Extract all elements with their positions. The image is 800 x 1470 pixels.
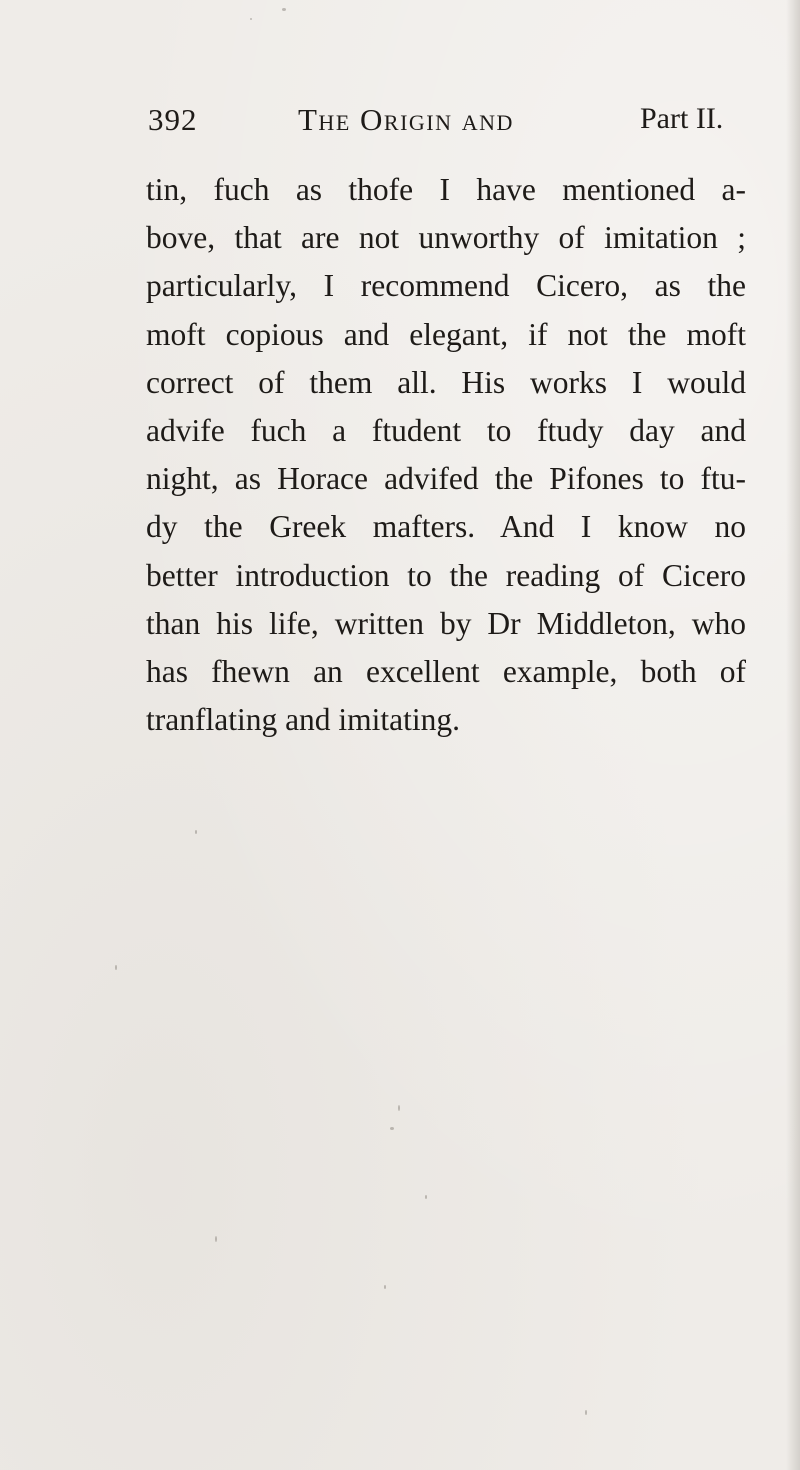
part-label: Part II. <box>640 102 724 135</box>
text-line: than his life, written by Dr Middleton, who <box>146 605 746 641</box>
page-number: 392 <box>148 102 198 137</box>
page-edge-shadow <box>786 0 800 1470</box>
body-paragraph <box>146 166 746 744</box>
text-line: dy the Greek mafters. And I know no <box>146 509 746 545</box>
text-line: tranflating and imitating. <box>146 702 461 738</box>
running-head <box>0 102 800 142</box>
text-line: advife fuch a ftudent to ftudy day and <box>146 412 746 448</box>
running-title: The Origin and <box>298 102 514 137</box>
text-line: particularly, I recommend Cicero, as the <box>146 268 746 304</box>
text-line: night, as Horace advifed the Pifones to ftu- <box>146 461 746 497</box>
text-line: bove, that are not unworthy of imitation ; <box>146 220 746 256</box>
text-line: has fhewn an excellent example, both of <box>146 653 746 689</box>
text-line: moft copious and elegant, if not the moft <box>146 316 746 352</box>
text-line: correct of them all. His works I would <box>146 364 746 400</box>
text-line: tin, fuch as thofe I have mentioned a- <box>146 172 746 207</box>
text-line: better introduction to the reading of Cicero <box>146 557 746 593</box>
